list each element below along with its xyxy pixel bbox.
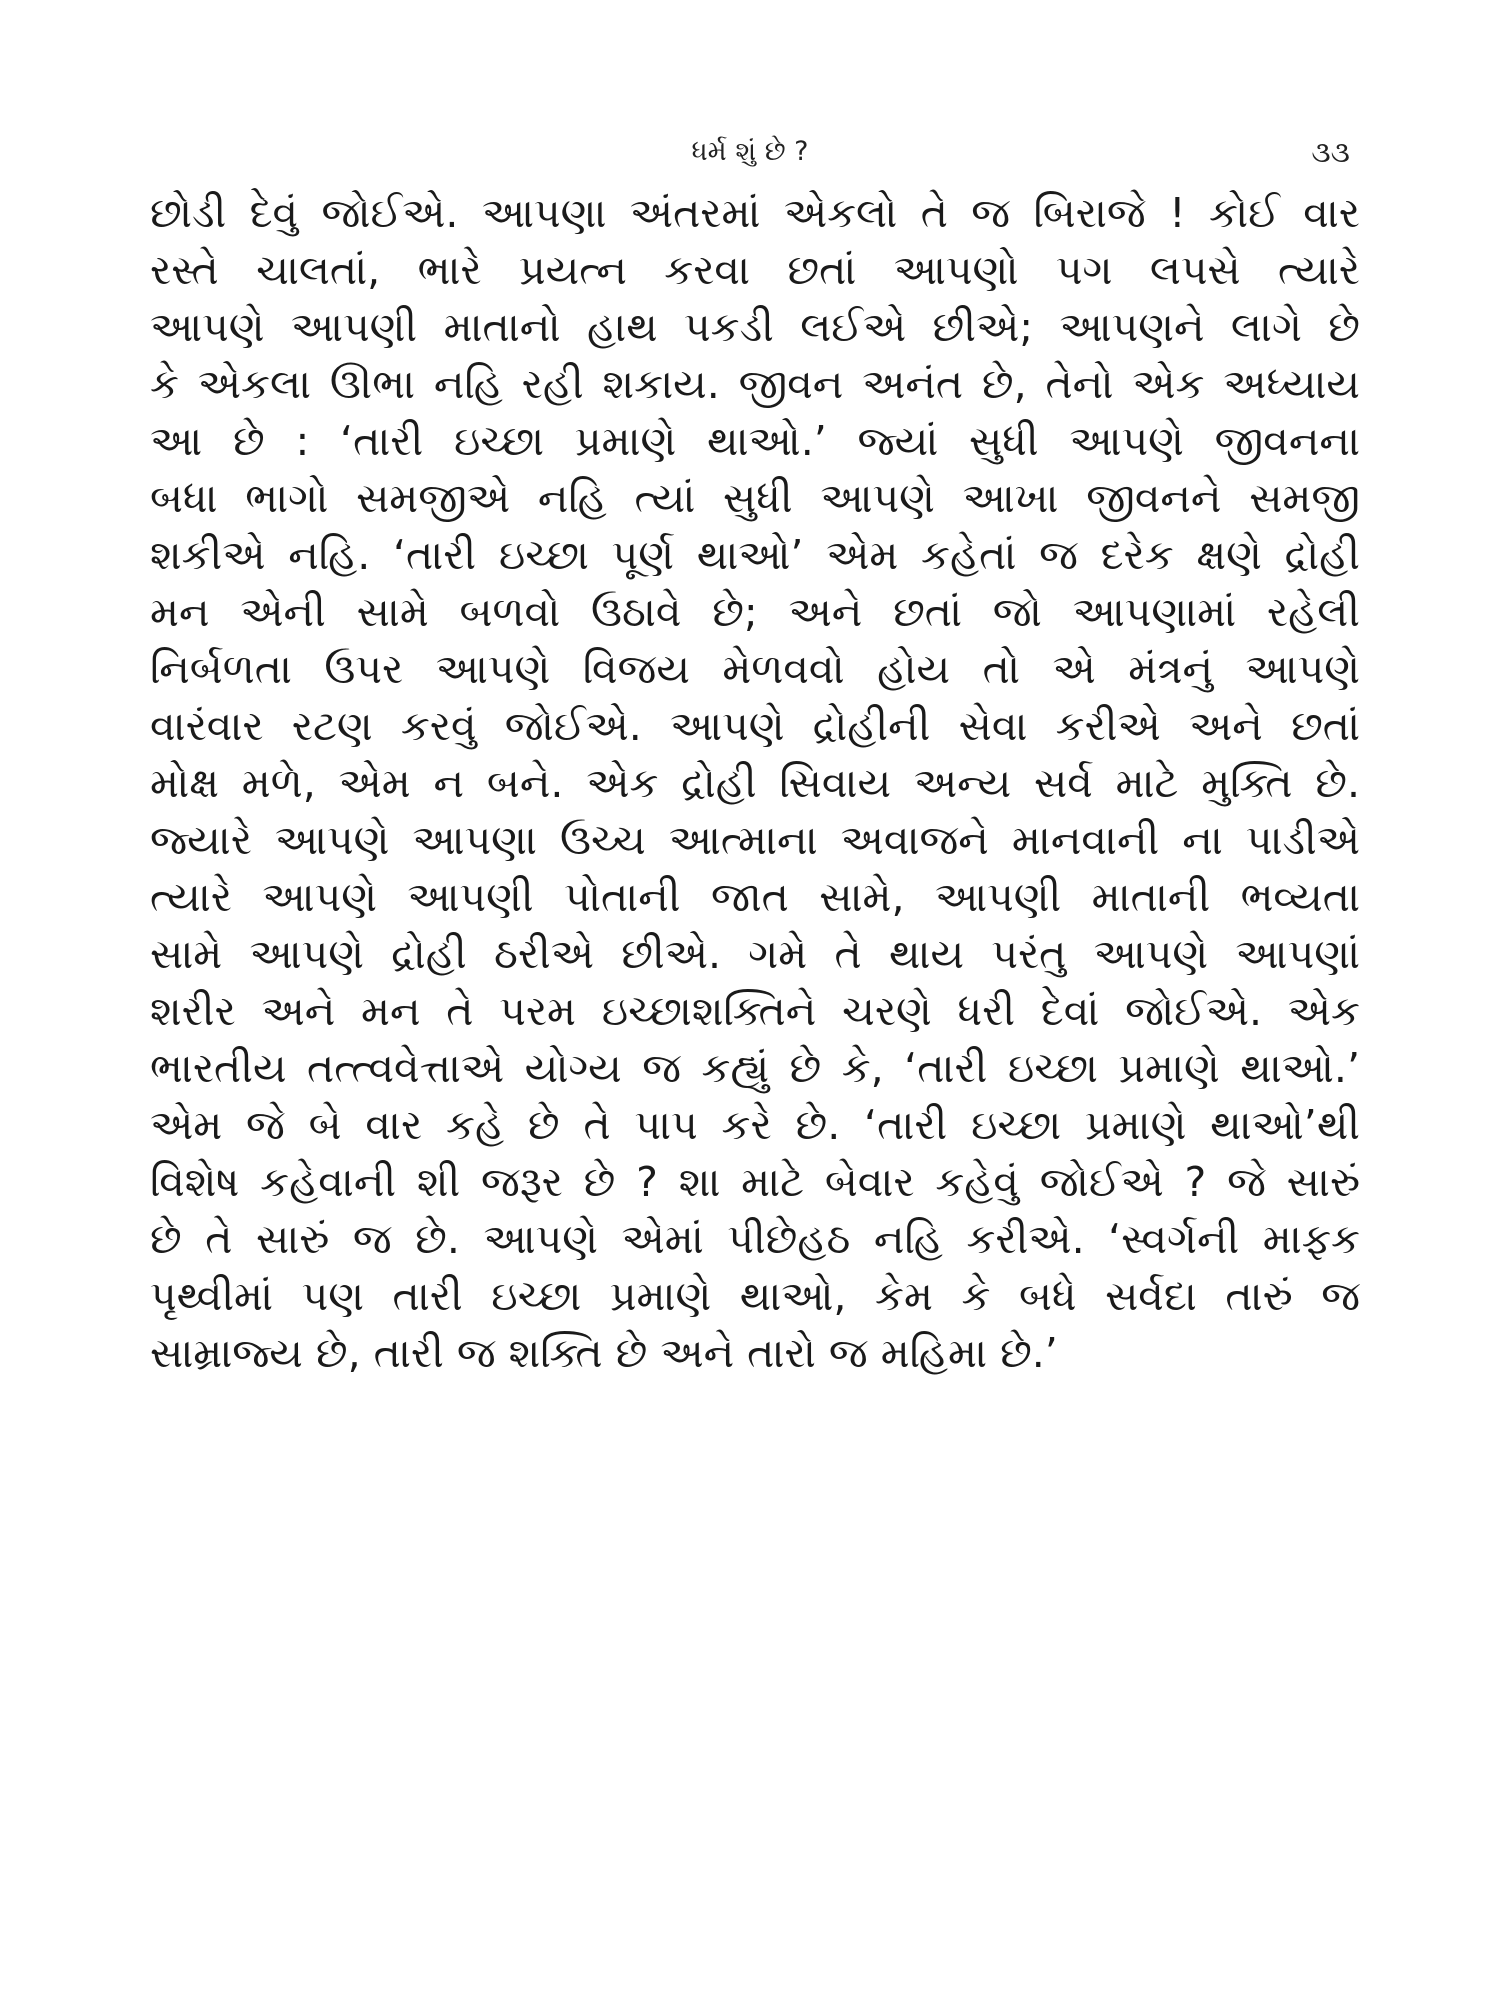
text-line: બધા ભાગો સમજીએ નહિ ત્યાં સુધી આપણે આખા જીવનને સમજી — [150, 474, 1360, 522]
text-line: શકીએ નહિ. ‘તારી ઇચ્છા પૂર્ણ થાઓ’ એમ કહેતાં જ દરેક ક્ષણે દ્રોહી — [150, 531, 1360, 579]
text-line: વારંવાર રટણ કરવું જોઈએ. આપણે દ્રોહીની સેવા કરીએ અને છતાં — [150, 702, 1360, 750]
text-line: નિર્બળતા ઉપર આપણે વિજય મેળવવો હોય તો એ મંત્રનું આપણે — [150, 645, 1360, 693]
text-line: સામે આપણે દ્રોહી ઠરીએ છીએ. ગમે તે થાય પરંતુ આપણે આપણાં — [150, 930, 1360, 978]
text-line: ભારતીય તત્ત્વવેત્તાએ યોગ્ય જ કહ્યું છે કે, ‘તારી ઇચ્છા પ્રમાણે થાઓ.’ — [150, 1044, 1360, 1092]
text-line: વિશેષ કહેવાની શી જરૂર છે ? શા માટે બેવાર કહેવું જોઈએ ? જે સારું — [150, 1158, 1360, 1206]
running-head — [0, 132, 1500, 172]
text-line: આ છે : ‘તારી ઇચ્છા પ્રમાણે થાઓ.’ જ્યાં સુધી આપણે જીવનના — [150, 417, 1360, 465]
text-line: ત્યારે આપણે આપણી પોતાની જાત સામે, આપણી માતાની ભવ્યતા — [150, 873, 1360, 921]
text-line: પૃથ્વીમાં પણ તારી ઇચ્છા પ્રમાણે થાઓ, કેમ કે બધે સર્વદા તારું જ — [150, 1272, 1360, 1320]
text-line: કે એકલા ઊભા નહિ રહી શકાય. જીવન અનંત છે, તેનો એક અધ્યાય — [150, 360, 1360, 408]
text-line: મોક્ષ મળે, એમ ન બને. એક દ્રોહી સિવાય અન્ય સર્વ માટે મુક્તિ છે. — [150, 759, 1360, 807]
page-number: ૩૩ — [1311, 135, 1350, 169]
text-line: છોડી દેવું જોઈએ. આપણા અંતરમાં એકલો તે જ બિરાજે ! કોઈ વાર — [150, 189, 1360, 237]
body-text — [150, 185, 1360, 1382]
text-line: રસ્તે ચાલતાં, ભારે પ્રયત્ન કરવા છતાં આપણો પગ લપસે ત્યારે — [150, 246, 1360, 294]
text-line: શરીર અને મન તે પરમ ઇચ્છાશક્તિને ચરણે ધરી દેવાં જોઈએ. એક — [150, 987, 1360, 1035]
text-line: છે તે સારું જ છે. આપણે એમાં પીછેહઠ નહિ કરીએ. ‘સ્વર્ગની માફક — [150, 1215, 1360, 1263]
text-line: મન એની સામે બળવો ઉઠાવે છે; અને છતાં જો આપણામાં રહેલી — [150, 588, 1360, 636]
running-title: ધર્મ શું છે ? — [691, 136, 809, 167]
text-line: એમ જે બે વાર કહે છે તે પાપ કરે છે. ‘તારી ઇચ્છા પ્રમાણે થાઓ’થી — [150, 1101, 1360, 1149]
text-line-last: સામ્રાજ્ય છે, તારી જ શક્તિ છે અને તારો જ મહિમા છે.’ — [150, 1329, 1058, 1377]
text-line: આપણે આપણી માતાનો હાથ પકડી લઈએ છીએ; આપણને લાગે છે — [150, 303, 1360, 351]
text-line: જ્યારે આપણે આપણા ઉચ્ચ આત્માના અવાજને માનવાની ના પાડીએ — [150, 816, 1360, 864]
